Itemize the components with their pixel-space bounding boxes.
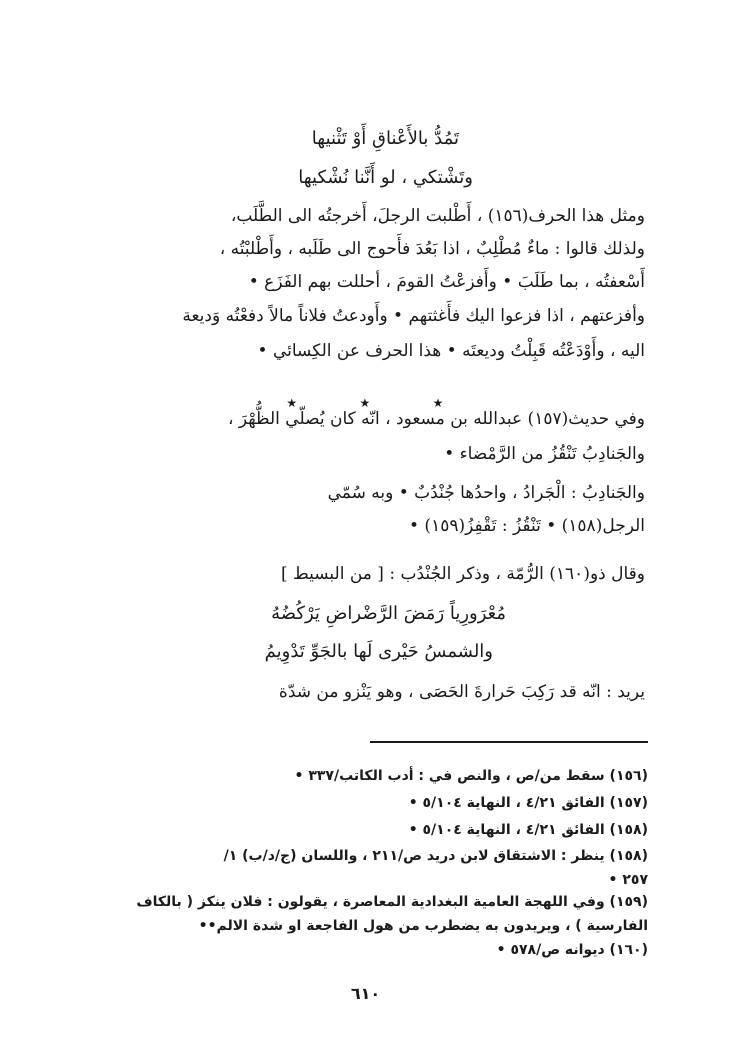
closing-line: يريد : انّه قد رَكِبَ حَرارةَ الحَصَى ، وهو يَنْزو من شدّة — [278, 682, 645, 702]
star-icon — [286, 397, 298, 409]
poem-verse-2: وتَشْتكي ، لو أَنَّنا نُشْكيها — [298, 167, 473, 188]
paragraph-2-line-1: وفي حديث(١٥٧) عبدالله بن مسعود ، انّه كان يُصلّي الظُّهْرَ ، — [227, 409, 645, 429]
footnote-156: (١٥٦) سقط من/ص ، والنص في : أدب الكاتب/٣٣٧ • — [294, 768, 648, 784]
paragraph-1-line-2: ولذلك قالوا : ماءٌ مُطْلِبٌ ، اذا بَعُدَ فأَحوج الى طَلَبه ، وأَطْلبْتُه ، — [219, 239, 645, 259]
footnote-separator — [370, 741, 648, 743]
paragraph-3-line-2: الرجل(١٥٨) • تَنْقُزُ : تَقْفِزُ(١٥٩) • — [409, 516, 645, 536]
footnote-158b-line-2: ٢٥٧ • — [608, 872, 648, 888]
star-icon — [360, 397, 372, 409]
paragraph-1-line-3: أَسْعفتُه ، بما طَلَبَ • وأَفزعْتُ القومَ ، أحللت بهم الفَزَع • — [248, 272, 645, 292]
star-icon — [433, 397, 445, 409]
paragraph-2-line-2: والجَنادِبُ تَنْقُزُ من الرَّمْضاء • — [444, 444, 645, 464]
paragraph-1-line-5: اليه ، وأَوْدَعْتُه قَبِلْتُ وديعتَه • هذا الحرف عن الكِسائي • — [257, 341, 645, 361]
page-number: ٦١٠ — [350, 984, 381, 1003]
paragraph-3-line-1: والجَنادِبُ : الْجَرادُ ، واحدُها جُنْدُبٌ • وبه سُمّي — [327, 483, 645, 503]
poem-verse-1: تَمُدُّ بالأَعْناقِ أَوْ تَثْنيها — [311, 128, 459, 149]
paragraph-4-line-1: وقال ذو(١٦٠) الرُّمّة ، وذكر الجُنْدُب : [ من البسيط ] — [280, 564, 645, 584]
footnote-158a: (١٥٨) الفائق ٤/٢١ ، النهاية ٥/١٠٤ • — [408, 822, 648, 838]
paragraph-1-line-1: ومثل هذا الحرف(١٥٦) ، أَطْلبت الرجلَ، أَخرجتُه الى الطَّلَب، — [230, 206, 645, 226]
paragraph-1-line-4: وأفزعتهم ، اذا فزعوا اليك فأَغثتهم • وأَودعتُ فلاناً مالاً دفعْتُه وَديعة — [182, 306, 645, 326]
poem-closing-verse-2: والشمسُ حَيْرى لَها بالجَوِّ تَدْوِيمُ — [264, 641, 493, 662]
footnote-159-line-2: الفارسية ) ، ويريدون به يضطرب من هول الفاجعة او شدة الالم•• — [198, 918, 648, 934]
footnote-160: (١٦٠) ديوانه ص/٥٧٨ • — [496, 942, 648, 958]
footnote-159-line-1: (١٥٩) وفي اللهجة العامية البغدادية المعاصرة ، يقولون : فلان ينكز ( بالكاف — [136, 894, 648, 910]
footnote-158b-line-1: (١٥٨) ينظر : الاشتقاق لابن دريد ص/٢١١ ، واللسان (ج/د/ب) ١/ — [223, 848, 648, 864]
poem-closing-verse-1: مُعْرَورِياً رَمَضَ الرَّضْراضِ يَرْكُضُهُ — [271, 603, 506, 624]
footnote-157: (١٥٧) الفائق ٤/٢١ ، النهاية ٥/١٠٤ • — [408, 795, 648, 811]
